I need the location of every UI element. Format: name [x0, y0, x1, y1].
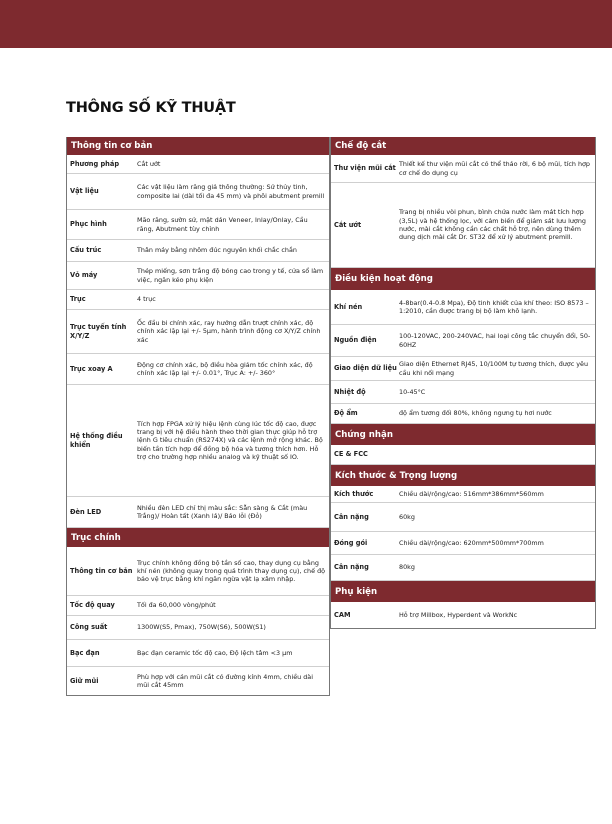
spec-table-right — [330, 137, 596, 629]
spec-label: Giao diện dữ liệu — [334, 364, 397, 373]
spec-value: Động cơ chính xác, bộ điều hòa giảm tốc chính xác, độ chính xác lặp lại +/- 0.01°, Trục A: +/- 360° — [137, 360, 313, 377]
spec-label: Thông tin cơ bản — [70, 566, 133, 575]
spec-label: Độ ẩm — [334, 409, 358, 418]
spec-value: Bạc đạn ceramic tốc độ cao, Độ lệch tâm <3 μm — [137, 648, 293, 657]
spec-row — [331, 602, 595, 628]
spec-row — [67, 240, 329, 262]
spec-value: Trang bị nhiều vòi phun, bình chứa nước làm mát tích hợp (3,5L) và hệ thống lọc, với cảm biến để giám sát lưu lượng nước, mài cắt không cần các chất hỗ trợ, nên dùng thêm dung dịch mài cắt Dr. ST32 để xử lý abutment premill. — [399, 208, 586, 242]
spec-label: Khí nén — [334, 302, 363, 311]
spec-value: Trục chính không đồng bộ tần số cao, thay dụng cụ bằng khí nén (không quay trong quá trình thay dụng cụ), chế độ bảo vệ trục bằng khí ngăn ngừa vật lạ xâm nhập. — [137, 558, 326, 584]
spec-value: Thiết kế thư viện mũi cắt có thể tháo rời, 6 bộ mũi, tích hợp cơ chế đo dụng cụ — [399, 160, 590, 177]
spec-row — [67, 354, 329, 385]
section-header: Kích thước & Trọng lượng — [331, 465, 595, 486]
spec-label: Bạc đạn — [70, 648, 100, 657]
spec-label: Cắt ướt — [334, 220, 362, 229]
spec-value: độ ẩm tương đối 80%, không ngưng tụ hơi nước — [399, 409, 552, 418]
spec-table-left — [66, 137, 330, 696]
spec-value: 80kg — [399, 563, 415, 572]
spec-label: Phục hình — [70, 220, 107, 229]
spec-value: Phù hợp với cán mũi cắt có đường kính 4mm, chiều dài mũi cắt 45mm — [137, 672, 313, 689]
spec-label: Trục tuyến tính X/Y/Z — [70, 323, 127, 340]
spec-value: Giao diện Ethernet RJ45, 10/100M tự tương thích, được yêu cầu khi nối mạng — [399, 360, 589, 377]
section-header: Thông tin cơ bản — [67, 137, 329, 155]
spec-value: Chiều dài/rộng/cao: 516mm*386mm*560mm — [399, 489, 544, 498]
spec-label: Phương pháp — [70, 159, 120, 168]
spec-row — [67, 385, 329, 497]
spec-label: CE & FCC — [334, 450, 368, 459]
spec-label: Cân nặng — [334, 563, 369, 572]
spec-value: 100-120VAC, 200-240VAC, hai loại công tắc chuyển đổi, 50-60HZ — [399, 332, 591, 349]
section-header: Chứng nhận — [331, 424, 595, 445]
spec-row — [67, 174, 329, 210]
spec-row — [67, 547, 329, 596]
spec-row — [331, 404, 595, 424]
spec-label: Đóng gói — [334, 538, 368, 547]
spec-row — [331, 503, 595, 532]
spec-row — [67, 667, 329, 695]
spec-value: 10-45°C — [399, 387, 426, 396]
section-header: Điều kiện hoạt động — [331, 268, 595, 290]
spec-label: Hệ thống điều khiển — [70, 432, 123, 449]
spec-row — [67, 640, 329, 667]
spec-value: 60kg — [399, 512, 415, 521]
spec-row — [67, 210, 329, 240]
spec-label: Cấu trúc — [70, 246, 102, 255]
spec-label: Nhiệt độ — [334, 387, 366, 396]
spec-row — [331, 183, 595, 268]
spec-value: Tích hợp FPGA xử lý hiệu lệnh cùng lúc tốc độ cao, được trang bị với hệ điều hành theo thời gian thực giúp hỗ trợ lệnh G tiêu chuẩn (RS274X) và các lệnh mở rộng khác. Bộ biến tần tích hợp để đồng bộ hóa và tương thích hơn. Hỗ trợ cho trường hợp nhiều analog và kỹ thuật số IO. — [137, 419, 323, 461]
spec-row — [331, 532, 595, 555]
spec-value: Nhiều đèn LED chỉ thị màu sắc: Sẵn sàng & Cắt (màu Trắng)/ Hoàn tất (Xanh lá)/ Báo lỗi (Đỏ) — [137, 503, 308, 520]
spec-value: Thép miếng, sơn trắng độ bóng cao trong y tế, cửa sổ làm việc, ngăn kéo phụ kiện — [137, 267, 324, 284]
spec-value: Hỗ trợ Millbox, Hyperdent và WorkNc — [399, 610, 518, 619]
spec-label: Cân nặng — [334, 512, 369, 521]
spec-label: Giữ mũi — [70, 676, 99, 685]
spec-row — [67, 262, 329, 290]
spec-label: Trục — [70, 295, 86, 304]
spec-row — [331, 290, 595, 325]
spec-label: Thư viện mũi cắt — [334, 164, 396, 173]
spec-row — [331, 486, 595, 503]
spec-value: 1300W(S5, Pmax), 750W(S6), 500W(S1) — [137, 623, 266, 632]
spec-label: Trục xoay A — [70, 364, 113, 373]
spec-value: Ốc đầu bi chính xác, ray hướng dẫn trượt chính xác, độ chính xác lặp lại +/- 5μm, hành trình động cơ X/Y/Z chính xác — [137, 319, 321, 344]
spec-value: Chiều dài/rộng/cao: 620mm*500mm*700mm — [399, 538, 544, 547]
spec-value: 4 trục — [137, 295, 156, 304]
spec-row — [67, 497, 329, 528]
spec-value: Tối đa 60,000 vòng/phút — [137, 601, 216, 610]
spec-label: Đèn LED — [70, 507, 102, 516]
spec-row — [331, 381, 595, 404]
spec-label: Vỏ máy — [70, 271, 98, 280]
spec-row — [331, 357, 595, 381]
spec-label: Vật liệu — [70, 187, 99, 196]
page-title: THÔNG SỐ KỸ THUẬT — [66, 100, 236, 116]
spec-label: CAM — [334, 610, 351, 619]
spec-label: Kích thước — [334, 489, 374, 498]
spec-value: Các vật liệu làm răng giả thông thường: Sứ thủy tinh, composite lai (dài tối đa 45 mm) và phôi abutment premill — [137, 183, 325, 200]
spec-row — [67, 596, 329, 616]
spec-row — [331, 325, 595, 357]
spec-row — [67, 155, 329, 174]
top-banner — [0, 0, 612, 48]
spec-value: 4-8bar(0.4-0.8 Mpa), Độ tinh khiết của khí theo: ISO 8573 – 1:2010, cần được trang bị bộ làm khô lạnh. — [399, 298, 589, 315]
section-header: Chế độ cắt — [331, 137, 595, 155]
spec-row — [67, 310, 329, 354]
spec-value: Mão răng, sườn sứ, mặt dán Veneer, Inlay/Onlay, Cầu răng, Abutment tùy chỉnh — [137, 216, 308, 233]
spec-value: Cắt ướt — [137, 159, 161, 168]
spec-row — [67, 616, 329, 640]
spec-value: Thân máy bằng nhôm đúc nguyên khối chắc chắn — [137, 246, 297, 255]
spec-label: Nguồn điện — [334, 336, 377, 345]
section-header: Trục chính — [67, 528, 329, 547]
spec-row — [331, 555, 595, 581]
spec-label: Tốc độ quay — [70, 601, 115, 610]
spec-row — [67, 290, 329, 310]
spec-row — [331, 445, 595, 465]
spec-label: Công suất — [70, 623, 108, 632]
spec-row — [331, 155, 595, 183]
section-header: Phụ kiện — [331, 581, 595, 602]
